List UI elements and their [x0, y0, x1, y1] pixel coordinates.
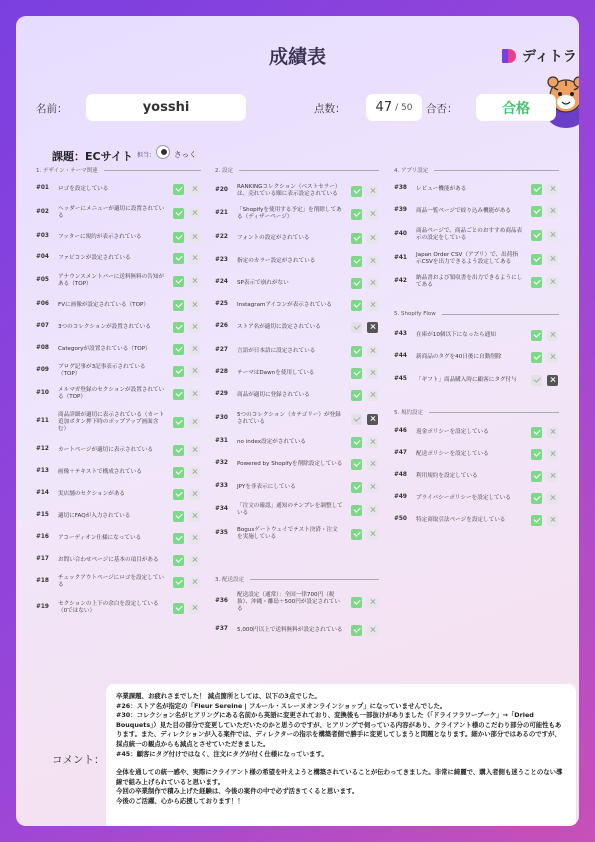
- cross-icon: [367, 322, 378, 333]
- check-icon: [173, 533, 184, 544]
- checklist-item: [394, 252, 527, 266]
- cross-icon: [547, 427, 558, 438]
- item-text: 利用規約を設定している: [416, 472, 478, 479]
- cross-icon: [189, 489, 200, 500]
- cross-icon: [189, 253, 200, 264]
- cross-icon: [189, 344, 200, 355]
- check-icon: [531, 427, 542, 438]
- checklist-item: [394, 350, 527, 364]
- section-heading: [215, 575, 379, 583]
- check-icon: [531, 230, 542, 241]
- item-text: 言語が日本語に設定されている: [237, 347, 316, 354]
- checklist-item: [215, 298, 347, 312]
- checklist-item: [215, 412, 347, 426]
- item-text: メルマガ登録のセクションが設置されている（TOP）: [58, 387, 165, 400]
- checklist-item: [215, 388, 347, 402]
- item-text: お問い合わせページに基本の項目がある: [58, 556, 159, 563]
- checklist-item: [215, 457, 347, 471]
- check-icon: [531, 515, 542, 526]
- item-text: 適切にFAQが入力されている: [58, 512, 131, 519]
- item-number: #46: [394, 428, 407, 435]
- check-icon: [531, 449, 542, 460]
- section-heading-text: 5. 規約設定: [394, 410, 423, 416]
- item-number: #12: [36, 446, 49, 453]
- section-heading-text: 2. 設定: [215, 168, 233, 174]
- cross-icon: [367, 505, 378, 516]
- checklist-item: [215, 344, 347, 358]
- check-icon: [173, 366, 184, 377]
- cross-icon: [367, 625, 378, 636]
- item-number: #01: [36, 185, 49, 192]
- check-icon: [351, 414, 362, 425]
- item-text: テーマはDawnを使用している: [237, 369, 315, 376]
- score-field: [366, 94, 422, 121]
- item-text: ブログ記事が3記事表示されている（TOP）: [58, 364, 146, 377]
- section-divider: [104, 170, 201, 171]
- item-text: SP表示で崩れがない: [237, 279, 289, 286]
- comment-line: #30：コレクション名がヒアリングにある名前から英語に変更されており、変換後も一部抜けがありました（「ドライフラワーブーケ」→「Dried Bouquets」）見た目の部分で変更していただいたのかと思うのですが、ヒアリングで伺っている内容があり、クライアント様のこだわり部分の可能性もあります。また、ディレクションが入る案件では、ディレクターの指示を構築者側で勝手に変更してしまうと問題となります。細かい部分ではあるのですが、採点統一の観点からも減点とさせていただきました。: [116, 711, 562, 749]
- checklist-item: [36, 509, 169, 523]
- score-value: 47: [375, 100, 393, 115]
- cross-icon: [547, 184, 558, 195]
- checklist-item: [394, 328, 527, 342]
- item-number: #10: [36, 390, 49, 397]
- item-text: フッターに規約が表示されている: [58, 233, 142, 240]
- report-card: [16, 16, 579, 826]
- item-text: アコーディオン仕様になっている: [58, 534, 142, 541]
- name-field: yosshi: [86, 94, 246, 121]
- checklist-item: [215, 435, 347, 449]
- checklist-item: [394, 373, 527, 387]
- check-icon: [351, 346, 362, 357]
- item-number: #09: [36, 367, 49, 374]
- check-icon: [531, 352, 542, 363]
- item-text: チェックアウトページにロゴを設定している: [58, 575, 165, 588]
- cross-icon: [189, 417, 200, 428]
- checklist-item: [215, 366, 347, 380]
- check-icon: [351, 529, 362, 540]
- check-icon: [173, 445, 184, 456]
- check-icon: [173, 577, 184, 588]
- check-icon: [173, 276, 184, 287]
- check-icon: [351, 300, 362, 311]
- pass-badge: 合格: [476, 94, 556, 121]
- check-icon: [351, 256, 362, 267]
- check-icon: [531, 330, 542, 341]
- check-icon: [531, 206, 542, 217]
- item-text: 新商品のタグを40日後に自動削除: [416, 353, 502, 360]
- checklist-item: [215, 480, 347, 494]
- section-divider: [434, 170, 559, 171]
- cross-icon: [189, 445, 200, 456]
- item-number: #42: [394, 278, 407, 285]
- check-icon: [351, 209, 362, 220]
- checklist-item: [215, 591, 347, 612]
- check-icon: [173, 603, 184, 614]
- cross-icon: [367, 346, 378, 357]
- cross-icon: [189, 184, 200, 195]
- item-number: #39: [394, 207, 407, 214]
- checklist-item: [394, 228, 527, 242]
- checklist-item: [36, 553, 169, 567]
- item-number: #49: [394, 494, 407, 501]
- check-icon: [531, 471, 542, 482]
- cross-icon: [367, 278, 378, 289]
- checklist-item: [215, 503, 347, 517]
- checklist-item: [36, 230, 169, 244]
- charge-label: 担当：: [137, 152, 156, 159]
- item-number: #38: [394, 185, 407, 192]
- cross-icon: [367, 209, 378, 220]
- item-text: 商品詳細が適切に表示されている（カート追加ボタン押下時のポップアップ画面含む）: [58, 411, 165, 432]
- cross-icon: [367, 186, 378, 197]
- item-number: #11: [36, 418, 49, 425]
- item-number: #31: [215, 438, 228, 445]
- check-icon: [173, 555, 184, 566]
- item-text: 納品書および領収書を出力できるようにしてある: [416, 275, 523, 288]
- item-text: Categoryが設置されている（TOP）: [58, 345, 151, 352]
- item-text: JPYを非表示にしている: [237, 483, 296, 490]
- item-text: no index設定がされている: [237, 438, 306, 445]
- section-heading-text: 5. Shopify Flow: [394, 311, 436, 317]
- item-number: #14: [36, 490, 49, 497]
- check-icon: [531, 375, 542, 386]
- checklist-item: [36, 575, 169, 589]
- checklist-item: [215, 231, 347, 245]
- item-text: カートページが適切に表示されている: [58, 446, 153, 453]
- item-number: #33: [215, 483, 228, 490]
- checklist-item: [215, 207, 347, 221]
- item-text: 画像＋テキストで構成されている: [58, 468, 142, 475]
- section-heading: [215, 166, 379, 174]
- charge-name: さっく: [174, 150, 197, 159]
- item-text: FVに画像が設定されている（TOP）: [58, 301, 149, 308]
- cross-icon: [367, 459, 378, 470]
- section-divider: [442, 314, 559, 315]
- section-heading: [36, 166, 201, 174]
- cross-icon: [547, 254, 558, 265]
- course-title: 課題：ECサイト: [52, 150, 133, 163]
- item-number: #28: [215, 369, 228, 376]
- item-text: ロゴを設定している: [58, 185, 109, 192]
- item-text: 配送設定（通常）：全国一律700円（税抜）、沖縄・離島＋500円が設定されている: [237, 591, 340, 612]
- cross-icon: [547, 375, 558, 386]
- check-icon: [531, 184, 542, 195]
- cross-icon: [189, 389, 200, 400]
- item-number: #25: [215, 301, 228, 308]
- checklist-item: [215, 184, 347, 198]
- cross-icon: [367, 233, 378, 244]
- item-text: アナウンスメントバーに送料無料の告知がある（TOP）: [58, 274, 165, 287]
- name-label: 名前：: [36, 102, 68, 115]
- item-text: レビュー機能がある: [416, 185, 467, 192]
- check-icon: [173, 344, 184, 355]
- item-number: #02: [36, 209, 49, 216]
- item-number: #29: [215, 391, 228, 398]
- logo-mark-icon: [502, 47, 518, 65]
- check-icon: [173, 417, 184, 428]
- cross-icon: [547, 449, 558, 460]
- section-heading-text: 3. 配送設定: [215, 577, 244, 583]
- check-icon: [173, 232, 184, 243]
- checklist-item: [36, 342, 169, 356]
- check-icon: [173, 322, 184, 333]
- score-total: / 50: [395, 102, 413, 113]
- cross-icon: [367, 368, 378, 379]
- checklist-item: [36, 320, 169, 334]
- checklist-item: [215, 623, 347, 637]
- item-number: #08: [36, 345, 49, 352]
- check-icon: [531, 493, 542, 504]
- checklist-item: [36, 182, 169, 196]
- cross-icon: [547, 515, 558, 526]
- check-icon: [351, 390, 362, 401]
- checklist-item: [394, 469, 527, 483]
- checklist-item: [394, 182, 527, 196]
- cross-icon: [547, 330, 558, 341]
- item-number: #26: [215, 323, 228, 330]
- item-number: #18: [36, 578, 49, 585]
- item-text: 5,000円以上で送料無料が設定されている: [237, 626, 343, 633]
- item-text: 実店舗のセクションがある: [58, 490, 126, 497]
- cross-icon: [367, 300, 378, 311]
- item-text: プライバシーポリシーを設定している: [416, 494, 511, 501]
- check-icon: [351, 278, 362, 289]
- check-icon: [351, 437, 362, 448]
- checklist-item: [36, 364, 169, 378]
- check-icon: [351, 368, 362, 379]
- section-divider: [250, 579, 379, 580]
- item-text: 配送ポリシーを設定している: [416, 450, 489, 457]
- cross-icon: [547, 277, 558, 288]
- brand-logo: [502, 46, 577, 66]
- item-text: Instagramアイコンが表示されている: [237, 301, 332, 308]
- item-text: 指定のカラー設定がされている: [237, 257, 316, 264]
- comment-line: 全体を通しての統一感や、実際にクライアント様の希望を叶えようと構築されていることが伝わってきました。非常に綺麗で、購入者側も迷うことのない導線で組み上げられていると思います。: [116, 768, 563, 786]
- comment-line: #26：ストア名が指定の「Fleur Sereine | フルール・スレーヌオンラインショップ」になっていませんでした。: [116, 701, 447, 710]
- checklist-item: [36, 251, 169, 265]
- check-icon: [531, 254, 542, 265]
- item-number: #48: [394, 472, 407, 479]
- item-text: 「注文の確認」通知のテンプレを調整している: [237, 503, 343, 516]
- checklist-item: [36, 298, 169, 312]
- cross-icon: [367, 414, 378, 425]
- item-text: RANKINGコレクション（ベストセラー）は、売れている順に表示設定されている: [237, 184, 341, 197]
- checklist-item: [215, 254, 347, 268]
- section-divider: [429, 412, 559, 413]
- section-heading-text: 1. デザイン・テーマ関連: [36, 168, 98, 174]
- cross-icon: [189, 467, 200, 478]
- item-number: #04: [36, 254, 49, 261]
- checklist-item: [215, 320, 347, 334]
- checklist-item: [36, 465, 169, 479]
- check-icon: [173, 300, 184, 311]
- item-number: #37: [215, 626, 228, 633]
- page-title: 成績表: [268, 46, 326, 68]
- item-text: 「ギフト」商品購入時に顧客にタグ付与: [416, 376, 517, 383]
- item-text: 5つのコレクション（カテゴリー）が登録されている: [237, 412, 341, 425]
- cross-icon: [547, 230, 558, 241]
- cross-icon: [367, 256, 378, 267]
- item-number: #16: [36, 534, 49, 541]
- item-number: #13: [36, 468, 49, 475]
- cross-icon: [547, 206, 558, 217]
- comment-line: 卒業課題、お疲れさまでした！ 減点箇所としては、以下の3点でした。: [116, 692, 321, 700]
- checklist-item: [394, 204, 527, 218]
- checklist-item: [215, 276, 347, 290]
- check-icon: [173, 253, 184, 264]
- item-text: 商品ページで、商品ごとのおすすめ商品表示の設定をしている: [416, 228, 523, 241]
- cross-icon: [367, 597, 378, 608]
- cross-icon: [189, 555, 200, 566]
- item-text: 特定商取引法ページを設定している: [416, 516, 506, 523]
- section-heading-text: 4. アプリ設定: [394, 168, 429, 174]
- item-number: #47: [394, 450, 407, 457]
- comment-label: コメント：: [52, 754, 105, 766]
- check-icon: [351, 482, 362, 493]
- item-number: #45: [394, 376, 407, 383]
- item-number: #05: [36, 277, 49, 284]
- item-number: #21: [215, 210, 228, 217]
- checklist-item: [36, 274, 169, 288]
- item-text: セクションの上下の余白を設定している（0ではない）: [58, 601, 159, 614]
- check-icon: [173, 389, 184, 400]
- item-number: #07: [36, 323, 49, 330]
- item-number: #40: [394, 231, 407, 238]
- cross-icon: [189, 300, 200, 311]
- section-heading: [394, 311, 559, 317]
- checklist-item: [394, 447, 527, 461]
- checklist-item: [394, 425, 527, 439]
- item-number: #44: [394, 353, 407, 360]
- item-number: #35: [215, 530, 228, 537]
- check-icon: [351, 597, 362, 608]
- item-number: #22: [215, 234, 228, 241]
- item-number: #36: [215, 598, 228, 605]
- item-text: 「Shopifyを使用する予定」を削除してある（ディザーページ）: [237, 207, 342, 220]
- item-number: #17: [36, 556, 49, 563]
- cross-icon: [547, 493, 558, 504]
- checklist-item: [36, 443, 169, 457]
- item-number: #41: [394, 255, 407, 262]
- comment-line: 今後のご活躍、心から応援しております！！: [116, 797, 244, 806]
- cross-icon: [367, 529, 378, 540]
- score-label: 点数：: [314, 102, 346, 115]
- checklist-item: [215, 527, 347, 541]
- checklist-item: [394, 513, 527, 527]
- check-icon: [351, 233, 362, 244]
- checklist-item: [36, 601, 169, 615]
- item-number: #43: [394, 331, 407, 338]
- check-icon: [173, 184, 184, 195]
- cross-icon: [367, 482, 378, 493]
- cross-icon: [367, 390, 378, 401]
- item-text: ファビコンが設定されている: [58, 254, 131, 261]
- checklist-item: [36, 206, 169, 220]
- item-text: 返金ポリシーを設定している: [416, 428, 489, 435]
- check-icon: [173, 511, 184, 522]
- cross-icon: [189, 232, 200, 243]
- check-icon: [173, 467, 184, 478]
- check-icon: [173, 489, 184, 500]
- check-icon: [351, 186, 362, 197]
- item-number: #20: [215, 187, 228, 194]
- item-number: #06: [36, 301, 49, 308]
- checklist-item: [36, 531, 169, 545]
- cross-icon: [189, 603, 200, 614]
- section-divider: [239, 170, 379, 171]
- comment-line: 今回の卒業制作で積み上げた経験は、今後の案件の中で必ず活きてくると思います。: [116, 787, 359, 796]
- item-text: ストア名が適切に設定されている: [237, 323, 321, 330]
- item-text: 商品一覧ページで絞り込み機能がある: [416, 207, 511, 214]
- check-icon: [531, 277, 542, 288]
- checklist-item: [36, 487, 169, 501]
- checklist-item: [36, 387, 169, 401]
- checklist-item: [394, 275, 527, 289]
- item-number: #34: [215, 506, 228, 513]
- item-number: #30: [215, 415, 228, 422]
- check-icon: [351, 505, 362, 516]
- item-number: #23: [215, 257, 228, 264]
- avatar-icon: [156, 145, 170, 159]
- item-text: 商品が適切に登録されている: [237, 391, 310, 398]
- cross-icon: [189, 208, 200, 219]
- item-number: #32: [215, 460, 228, 467]
- pass-label: 合否：: [426, 102, 458, 115]
- comment-line: #45：顧客にタグ付けではなく、注文にタグが付く仕様になっています。: [116, 749, 328, 758]
- item-number: #19: [36, 604, 49, 611]
- comment-box: [106, 684, 576, 826]
- item-number: #24: [215, 279, 228, 286]
- cross-icon: [189, 276, 200, 287]
- checklist-item: [394, 491, 527, 505]
- check-icon: [351, 459, 362, 470]
- cross-icon: [189, 366, 200, 377]
- item-number: #03: [36, 233, 49, 240]
- item-text: Bogusゲートウェイでテスト決済・注文を実施している: [237, 527, 338, 540]
- item-text: フォントの設定がされている: [237, 234, 310, 241]
- brand-name: ディトラ: [522, 49, 577, 65]
- item-number: #15: [36, 512, 49, 519]
- check-icon: [351, 322, 362, 333]
- cross-icon: [547, 352, 558, 363]
- check-icon: [173, 208, 184, 219]
- cross-icon: [189, 511, 200, 522]
- item-text: 3つのコレクションが設置されている: [58, 323, 151, 330]
- item-number: #50: [394, 516, 407, 523]
- cross-icon: [367, 437, 378, 448]
- section-heading: [394, 166, 559, 174]
- checklist-item: [36, 411, 169, 432]
- item-text: ヘッダーにメニューが適切に設置されている: [58, 206, 165, 219]
- item-text: 在庫が10個以下になったら通知: [416, 331, 496, 338]
- cross-icon: [189, 533, 200, 544]
- check-icon: [351, 625, 362, 636]
- item-text: Powered by Shopifyを削除設定している: [237, 460, 343, 467]
- item-number: #27: [215, 347, 228, 354]
- cross-icon: [189, 322, 200, 333]
- cross-icon: [547, 471, 558, 482]
- section-heading: [394, 408, 559, 416]
- cross-icon: [189, 577, 200, 588]
- item-text: Japan Order CSV（アプリ）で、出荷指示CSVを出力できるよう設定してある: [416, 252, 518, 265]
